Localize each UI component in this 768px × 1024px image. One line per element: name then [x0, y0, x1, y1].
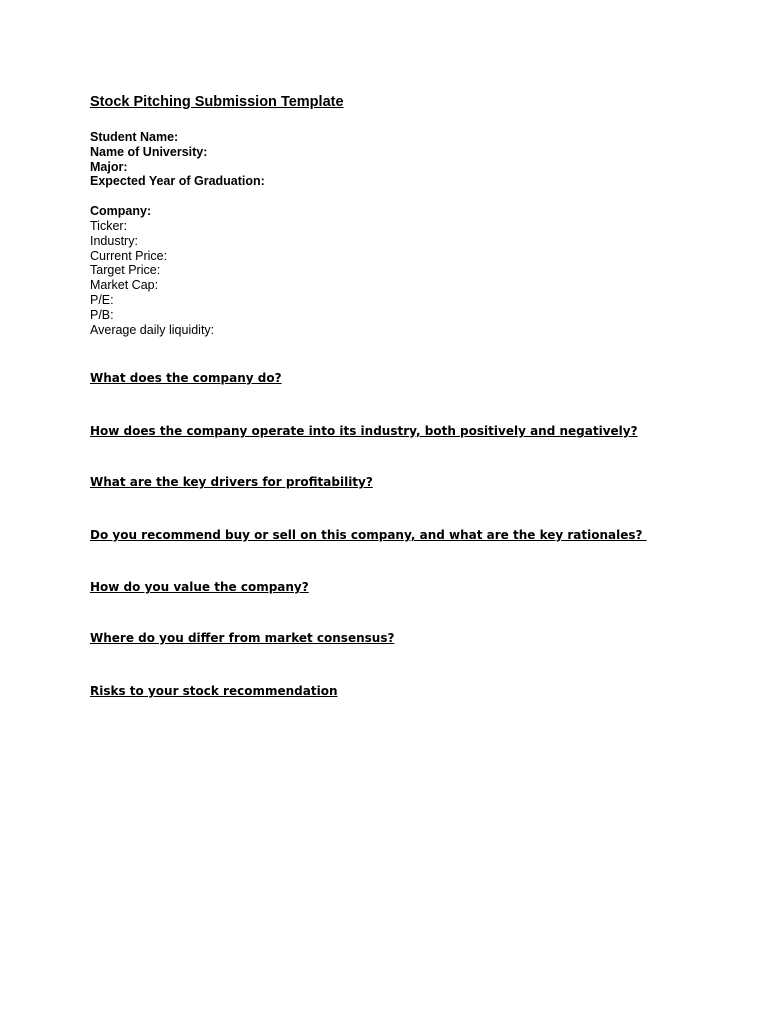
student-name-label: Student Name: [90, 130, 179, 144]
document-title: Stock Pitching Submission Template [90, 94, 344, 110]
document-body [90, 93, 730, 337]
question-risks: Risks to your stock recommendation [90, 684, 338, 698]
question-market-consensus: Where do you differ from market consensus? [90, 631, 395, 645]
question-buy-sell-recommendation: Do you recommend buy or sell on this company, and what are the key rationales? [90, 528, 647, 542]
liquidity-label: Average daily liquidity: [90, 322, 215, 337]
university-label: Name of University: [90, 144, 208, 159]
question-profitability-drivers: What are the key drivers for profitability? [90, 475, 373, 489]
ticker-label: Ticker: [90, 218, 128, 233]
major-label: Major: [90, 159, 128, 174]
pb-label: P/B: [90, 307, 114, 322]
current-price-label: Current Price: [90, 248, 168, 263]
target-price-label: Target Price: [90, 263, 161, 278]
graduation-year-label: Expected Year of Graduation: [90, 174, 265, 189]
company-label: Company: [90, 204, 152, 219]
question-industry-operation: How does the company operate into its industry, both positively and negatively? [90, 424, 638, 438]
spacer [90, 189, 730, 204]
market-cap-label: Market Cap: [90, 278, 159, 293]
question-company-activity: What does the company do? [90, 371, 282, 385]
question-valuation: How do you value the company? [90, 580, 309, 594]
industry-label: Industry: [90, 233, 138, 248]
pe-label: P/E: [90, 292, 114, 307]
